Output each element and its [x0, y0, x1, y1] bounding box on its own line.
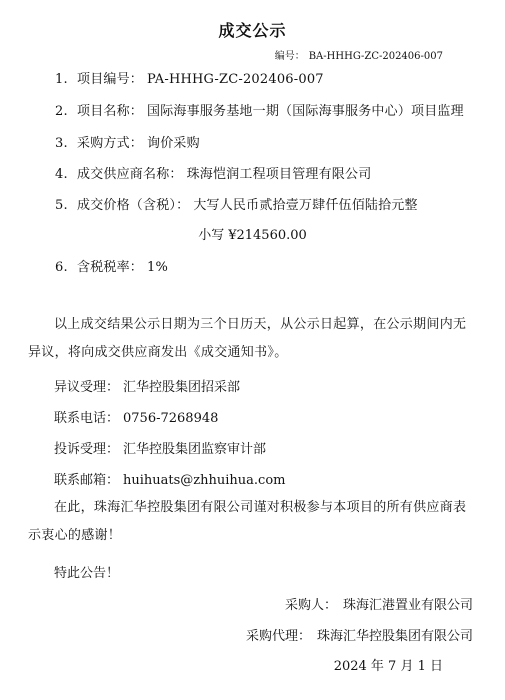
item-label: 含税税率： [77, 260, 144, 275]
thanks-paragraph: 在此，珠海汇华控股集团有限公司谨对积极参与本项目的所有供应商表示衷心的感谢！ [28, 500, 467, 543]
purchaser-line [285, 594, 473, 613]
price-in-figures-value: ¥214560.00 [228, 228, 307, 243]
closing-line: 特此公告！ [54, 566, 120, 581]
contact-value[interactable]: huihuats@zhhuihua.com [123, 473, 286, 488]
contact-value: 0756-7268948 [123, 411, 219, 426]
item-tax-rate [55, 256, 168, 275]
contact-label: 联系电话： [54, 411, 120, 426]
item-number: 3. [55, 136, 68, 151]
item-number: 5. [55, 198, 68, 213]
item-value: 国际海事服务基地一期（国际海事服务中心）项目监理 [147, 104, 464, 119]
item-supplier-name [55, 163, 371, 182]
item-number: 6. [55, 260, 68, 275]
price-in-figures [0, 224, 505, 243]
item-label: 项目名称： [77, 104, 144, 119]
item-value: 大写人民币贰拾壹万肆仟伍佰陆拾元整 [193, 198, 418, 213]
item-value: 珠海恺润工程项目管理有限公司 [186, 167, 372, 182]
item-value: 1% [147, 260, 169, 275]
agent-line [246, 625, 473, 644]
item-label: 采购方式： [77, 136, 144, 151]
item-project-number [55, 68, 324, 87]
item-procurement-method [55, 132, 200, 151]
item-project-name [55, 100, 464, 119]
item-value: PA-HHHG-ZC-202406-007 [147, 72, 324, 87]
announcement-date: 2024 年 7 月 1 日 [333, 659, 443, 674]
item-number: 1. [55, 72, 68, 87]
document-number-value: BA-HHHG-ZC-202406-007 [308, 51, 443, 62]
document-number-label: 编号： [274, 51, 305, 62]
contact-value: 汇华控股集团监察审计部 [123, 442, 267, 457]
agent-value: 珠海汇华控股集团有限公司 [316, 629, 473, 644]
item-value: 询价采购 [147, 136, 200, 151]
item-label: 成交供应商名称： [77, 167, 183, 182]
item-number: 4. [55, 167, 68, 182]
contact-label: 异议受理： [54, 380, 120, 395]
purchaser-label: 采购人： [284, 598, 337, 613]
item-label: 项目编号： [77, 72, 144, 87]
price-in-figures-label: 小写 [198, 228, 225, 243]
email-contact [54, 469, 286, 488]
purchaser-value: 珠海汇港置业有限公司 [342, 598, 473, 613]
item-label: 成交价格（含税）： [77, 198, 190, 213]
document-number [271, 47, 443, 62]
page-title: 成交公示 [218, 21, 287, 40]
objection-contact [54, 376, 240, 395]
agent-label: 采购代理： [245, 629, 311, 644]
contact-label: 联系邮箱： [54, 473, 120, 488]
item-transaction-price [55, 194, 418, 213]
contact-label: 投诉受理： [54, 442, 120, 457]
complaint-contact [54, 438, 266, 457]
phone-contact [54, 407, 218, 426]
notice-paragraph: 以上成交结果公示日期为三个日历天，从公示日起算，在公示期间内无异议，将向成交供应商发出《成交通知书》。 [28, 317, 467, 360]
item-number: 2. [55, 104, 68, 119]
contact-value: 汇华控股集团招采部 [123, 380, 241, 395]
